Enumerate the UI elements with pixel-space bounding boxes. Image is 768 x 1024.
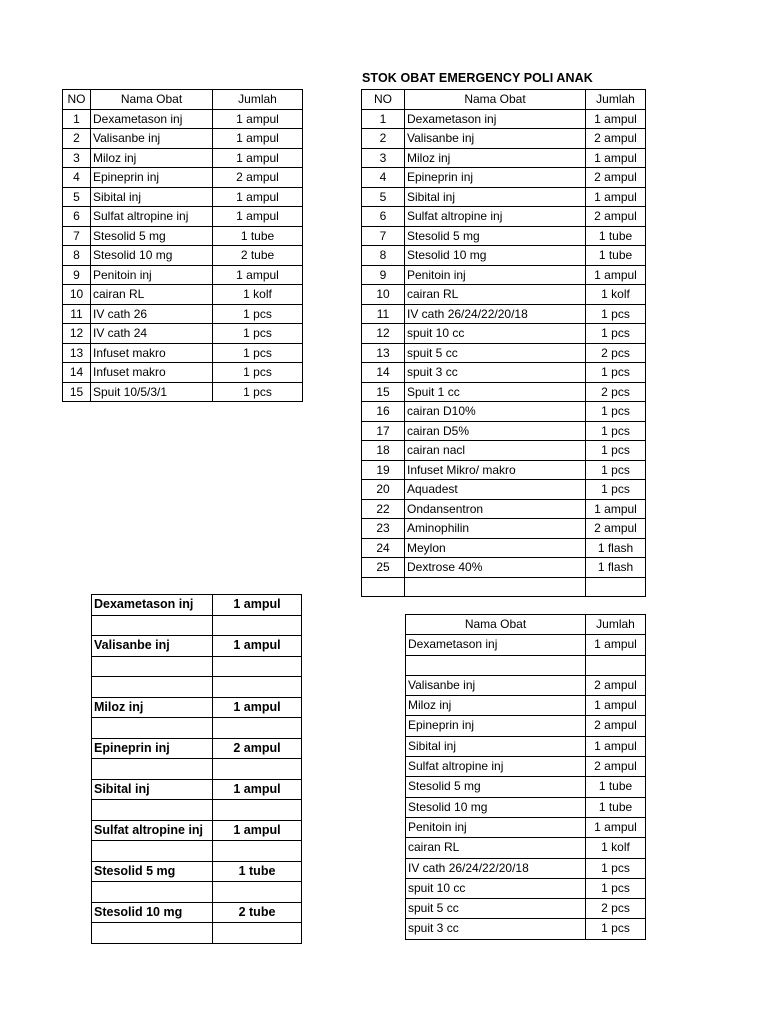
- table-row: [92, 636, 302, 657]
- table-row: [92, 779, 302, 800]
- cell-nama-obat: [92, 656, 213, 677]
- cell-nama-obat: Stesolid 5 mg: [406, 777, 586, 797]
- table-row: [362, 285, 646, 305]
- cell-no: 3: [63, 148, 91, 168]
- cell-jumlah: 1 ampul: [213, 636, 302, 657]
- table-row: [362, 558, 646, 578]
- cell-jumlah: 1 ampul: [213, 129, 303, 149]
- stock-table-right: [361, 89, 646, 597]
- table-row: [362, 109, 646, 129]
- header-jumlah: Jumlah: [213, 90, 303, 110]
- table-row: [406, 696, 646, 716]
- cell-nama-obat: IV cath 26/24/22/20/18: [406, 858, 586, 878]
- cell-jumlah: 2 pcs: [586, 382, 646, 402]
- cell-nama-obat: [92, 759, 213, 780]
- cell-nama-obat: Penitoin inj: [406, 817, 586, 837]
- cell-jumlah: 2 ampul: [586, 129, 646, 149]
- cell-jumlah: 1 flash: [586, 538, 646, 558]
- cell-nama-obat: [92, 841, 213, 862]
- cell-no: 1: [63, 109, 91, 129]
- table-row: [92, 595, 302, 616]
- cell-nama-obat: spuit 5 cc: [406, 899, 586, 919]
- cell-nama-obat: Dexametason inj: [91, 109, 213, 129]
- table-row: [362, 499, 646, 519]
- cell-nama-obat: cairan RL: [405, 285, 586, 305]
- table-row: [92, 697, 302, 718]
- cell-no: 5: [63, 187, 91, 207]
- table-row: [362, 441, 646, 461]
- cell-nama-obat: cairan nacl: [405, 441, 586, 461]
- header-jumlah: Jumlah: [586, 90, 646, 110]
- cell-no: 19: [362, 460, 405, 480]
- table-row: [92, 738, 302, 759]
- cell-no: 9: [362, 265, 405, 285]
- document-title: STOK OBAT EMERGENCY POLI ANAK: [362, 71, 593, 85]
- cell-jumlah: 1 ampul: [586, 736, 646, 756]
- cell-no: 6: [362, 207, 405, 227]
- header-jumlah: Jumlah: [586, 615, 646, 635]
- table-row: [92, 759, 302, 780]
- cell-nama-obat: [92, 800, 213, 821]
- table-row: [362, 480, 646, 500]
- cell-jumlah: 1 tube: [213, 861, 302, 882]
- cell-jumlah: 2 ampul: [213, 168, 303, 188]
- cell-jumlah: 2 pcs: [586, 899, 646, 919]
- cell-jumlah: 1 kolf: [586, 838, 646, 858]
- table-row: [92, 800, 302, 821]
- cell-no: 17: [362, 421, 405, 441]
- table-row: [406, 777, 646, 797]
- table-row: [362, 460, 646, 480]
- table-row: [63, 148, 303, 168]
- cell-jumlah: [213, 677, 302, 698]
- table-row: [406, 797, 646, 817]
- cell-nama-obat: Meylon: [405, 538, 586, 558]
- cell-jumlah: 1 flash: [586, 558, 646, 578]
- cell-nama-obat: Spuit 1 cc: [405, 382, 586, 402]
- cell-jumlah: 2 ampul: [586, 519, 646, 539]
- table-row: [92, 861, 302, 882]
- cell-nama-obat: cairan RL: [91, 285, 213, 305]
- cell-jumlah: 2 ampul: [213, 738, 302, 759]
- cell-nama-obat: Sulfat altropine inj: [406, 757, 586, 777]
- table-row: [92, 656, 302, 677]
- cell-nama-obat: Dexametason inj: [406, 635, 586, 655]
- table-row: [362, 226, 646, 246]
- table-row: [92, 677, 302, 698]
- table-row: [63, 363, 303, 383]
- table-row: [92, 718, 302, 739]
- table-row: [406, 919, 646, 939]
- cell-nama-obat: Infuset makro: [91, 363, 213, 383]
- table-row: [92, 923, 302, 944]
- cell-no: 7: [63, 226, 91, 246]
- cell-nama-obat: [405, 577, 586, 597]
- table-row: [63, 226, 303, 246]
- cell-jumlah: 1 pcs: [213, 304, 303, 324]
- table-row: [406, 817, 646, 837]
- cell-nama-obat: [92, 718, 213, 739]
- cell-nama-obat: cairan D5%: [405, 421, 586, 441]
- cell-jumlah: 1 ampul: [586, 696, 646, 716]
- cell-nama-obat: Valisanbe inj: [91, 129, 213, 149]
- cell-nama-obat: cairan RL: [406, 838, 586, 858]
- cell-jumlah: 1 pcs: [586, 460, 646, 480]
- cell-nama-obat: Miloz inj: [91, 148, 213, 168]
- table-row: [406, 655, 646, 675]
- cell-jumlah: 2 ampul: [586, 168, 646, 188]
- cell-nama-obat: spuit 5 cc: [405, 343, 586, 363]
- cell-nama-obat: Spuit 10/5/3/1: [91, 382, 213, 402]
- table-row: [406, 858, 646, 878]
- table-row: [63, 187, 303, 207]
- cell-jumlah: [213, 656, 302, 677]
- cell-no: 18: [362, 441, 405, 461]
- cell-jumlah: 1 ampul: [213, 109, 303, 129]
- cell-jumlah: 1 ampul: [586, 499, 646, 519]
- cell-nama-obat: Penitoin inj: [91, 265, 213, 285]
- table-row: [63, 129, 303, 149]
- table-row: [406, 635, 646, 655]
- cell-no: 3: [362, 148, 405, 168]
- cell-nama-obat: Epineprin inj: [92, 738, 213, 759]
- cell-nama-obat: Miloz inj: [92, 697, 213, 718]
- cell-jumlah: 1 pcs: [586, 919, 646, 939]
- cell-no: 11: [63, 304, 91, 324]
- table-row: [362, 577, 646, 597]
- cell-nama-obat: Valisanbe inj: [405, 129, 586, 149]
- cell-nama-obat: Ondansentron: [405, 499, 586, 519]
- table-row: [362, 168, 646, 188]
- cell-no: 2: [362, 129, 405, 149]
- cell-jumlah: [213, 882, 302, 903]
- cell-nama-obat: Stesolid 5 mg: [92, 861, 213, 882]
- cell-nama-obat: Stesolid 10 mg: [405, 246, 586, 266]
- cell-no: 2: [63, 129, 91, 149]
- table-row: [362, 246, 646, 266]
- cell-jumlah: 1 pcs: [586, 363, 646, 383]
- table-row: [406, 899, 646, 919]
- cell-nama-obat: Stesolid 10 mg: [406, 797, 586, 817]
- cell-nama-obat: Infuset Mikro/ makro: [405, 460, 586, 480]
- table-row: [92, 882, 302, 903]
- table-row: [362, 538, 646, 558]
- cell-no: 15: [63, 382, 91, 402]
- cell-nama-obat: Aquadest: [405, 480, 586, 500]
- table-row: [92, 615, 302, 636]
- cell-jumlah: 1 tube: [586, 777, 646, 797]
- cell-jumlah: 1 pcs: [586, 324, 646, 344]
- header-nama-obat: Nama Obat: [91, 90, 213, 110]
- cell-nama-obat: [406, 655, 586, 675]
- table-row: [362, 304, 646, 324]
- cell-no: 5: [362, 187, 405, 207]
- cell-nama-obat: Dexametason inj: [405, 109, 586, 129]
- cell-no: 25: [362, 558, 405, 578]
- cell-jumlah: 1 pcs: [586, 441, 646, 461]
- table-row: [63, 246, 303, 266]
- table-row: [92, 820, 302, 841]
- table-row: [362, 402, 646, 422]
- cell-jumlah: 1 tube: [586, 246, 646, 266]
- cell-no: 6: [63, 207, 91, 227]
- cell-nama-obat: IV cath 26/24/22/20/18: [405, 304, 586, 324]
- cell-jumlah: [213, 841, 302, 862]
- cell-nama-obat: Sibital inj: [406, 736, 586, 756]
- cell-nama-obat: IV cath 24: [91, 324, 213, 344]
- table-header-row: [63, 90, 303, 110]
- table-row: [362, 129, 646, 149]
- cell-jumlah: [213, 718, 302, 739]
- cell-jumlah: 1 ampul: [213, 779, 302, 800]
- cell-jumlah: 2 ampul: [586, 675, 646, 695]
- cell-no: 10: [63, 285, 91, 305]
- cell-nama-obat: spuit 3 cc: [406, 919, 586, 939]
- cell-nama-obat: Sibital inj: [405, 187, 586, 207]
- cell-jumlah: [213, 615, 302, 636]
- cell-jumlah: 1 pcs: [586, 878, 646, 898]
- cell-jumlah: 1 pcs: [586, 858, 646, 878]
- table-row: [362, 343, 646, 363]
- cell-nama-obat: Stesolid 5 mg: [91, 226, 213, 246]
- cell-no: 14: [63, 363, 91, 383]
- cell-jumlah: 1 ampul: [586, 109, 646, 129]
- cell-no: 12: [362, 324, 405, 344]
- table-row: [92, 902, 302, 923]
- cell-nama-obat: Epineprin inj: [405, 168, 586, 188]
- cell-nama-obat: [92, 677, 213, 698]
- cell-jumlah: 1 ampul: [213, 148, 303, 168]
- cell-jumlah: 1 ampul: [586, 635, 646, 655]
- cell-jumlah: 1 ampul: [586, 148, 646, 168]
- table-row: [362, 148, 646, 168]
- cell-nama-obat: Valisanbe inj: [92, 636, 213, 657]
- cell-no: 7: [362, 226, 405, 246]
- cell-no: 20: [362, 480, 405, 500]
- cell-nama-obat: Sulfat altropine inj: [92, 820, 213, 841]
- cell-nama-obat: Penitoin inj: [405, 265, 586, 285]
- table-row: [362, 265, 646, 285]
- table-row: [362, 207, 646, 227]
- table-header-row: [406, 615, 646, 635]
- cell-nama-obat: Sibital inj: [91, 187, 213, 207]
- cell-nama-obat: [92, 882, 213, 903]
- cell-jumlah: 2 ampul: [586, 716, 646, 736]
- cell-jumlah: 1 tube: [213, 226, 303, 246]
- cell-jumlah: 2 tube: [213, 902, 302, 923]
- cell-jumlah: 1 pcs: [213, 343, 303, 363]
- cell-jumlah: 1 ampul: [213, 595, 302, 616]
- cell-jumlah: [213, 923, 302, 944]
- cell-no: 8: [63, 246, 91, 266]
- table-row: [406, 716, 646, 736]
- cell-jumlah: 1 pcs: [213, 324, 303, 344]
- cell-no: 8: [362, 246, 405, 266]
- cell-jumlah: 1 pcs: [213, 382, 303, 402]
- table-row: [63, 265, 303, 285]
- cell-nama-obat: cairan D10%: [405, 402, 586, 422]
- cell-no: 15: [362, 382, 405, 402]
- cell-nama-obat: spuit 10 cc: [406, 878, 586, 898]
- cell-no: 22: [362, 499, 405, 519]
- cell-jumlah: 1 ampul: [213, 207, 303, 227]
- cell-jumlah: 1 ampul: [213, 187, 303, 207]
- cell-nama-obat: Stesolid 5 mg: [405, 226, 586, 246]
- cell-jumlah: 1 kolf: [586, 285, 646, 305]
- table-row: [92, 841, 302, 862]
- cell-nama-obat: Epineprin inj: [91, 168, 213, 188]
- cell-jumlah: 2 ampul: [586, 207, 646, 227]
- cell-jumlah: 1 pcs: [586, 402, 646, 422]
- cell-no: 1: [362, 109, 405, 129]
- stock-table-left: [62, 89, 303, 402]
- cell-no: 9: [63, 265, 91, 285]
- table-row: [63, 168, 303, 188]
- cell-nama-obat: [92, 615, 213, 636]
- table-row: [63, 324, 303, 344]
- cell-jumlah: 1 ampul: [213, 697, 302, 718]
- table-row: [406, 757, 646, 777]
- cell-nama-obat: Sibital inj: [92, 779, 213, 800]
- cell-jumlah: 1 pcs: [586, 421, 646, 441]
- cell-jumlah: 1 ampul: [586, 265, 646, 285]
- table-row: [362, 324, 646, 344]
- cell-no: 12: [63, 324, 91, 344]
- header-no: NO: [362, 90, 405, 110]
- table-row: [63, 343, 303, 363]
- cell-nama-obat: [92, 923, 213, 944]
- cell-jumlah: [213, 800, 302, 821]
- table-row: [406, 736, 646, 756]
- cell-jumlah: 1 tube: [586, 797, 646, 817]
- cell-no: 23: [362, 519, 405, 539]
- cell-jumlah: 1 pcs: [213, 363, 303, 383]
- table-row: [362, 519, 646, 539]
- cell-nama-obat: Aminophilin: [405, 519, 586, 539]
- table-row: [406, 878, 646, 898]
- table-row: [63, 109, 303, 129]
- cell-nama-obat: Stesolid 10 mg: [91, 246, 213, 266]
- table-row: [406, 675, 646, 695]
- cell-no: 14: [362, 363, 405, 383]
- cell-nama-obat: Miloz inj: [405, 148, 586, 168]
- cell-no: 4: [362, 168, 405, 188]
- cell-nama-obat: Sulfat altropine inj: [91, 207, 213, 227]
- cell-jumlah: 1 ampul: [213, 265, 303, 285]
- header-nama-obat: Nama Obat: [406, 615, 586, 635]
- cell-nama-obat: spuit 3 cc: [405, 363, 586, 383]
- cell-nama-obat: Sulfat altropine inj: [405, 207, 586, 227]
- cell-no: 13: [362, 343, 405, 363]
- cell-nama-obat: Valisanbe inj: [406, 675, 586, 695]
- header-nama-obat: Nama Obat: [405, 90, 586, 110]
- cell-nama-obat: spuit 10 cc: [405, 324, 586, 344]
- cell-jumlah: [586, 577, 646, 597]
- cell-nama-obat: Dexametason inj: [92, 595, 213, 616]
- cell-nama-obat: IV cath 26: [91, 304, 213, 324]
- header-no: NO: [63, 90, 91, 110]
- table-row: [362, 187, 646, 207]
- cell-jumlah: 1 pcs: [586, 304, 646, 324]
- cell-jumlah: 1 ampul: [586, 817, 646, 837]
- cell-no: 24: [362, 538, 405, 558]
- cell-jumlah: 2 pcs: [586, 343, 646, 363]
- cell-nama-obat: Infuset makro: [91, 343, 213, 363]
- cell-nama-obat: Stesolid 10 mg: [92, 902, 213, 923]
- cell-jumlah: 2 tube: [213, 246, 303, 266]
- cell-jumlah: [586, 655, 646, 675]
- cell-jumlah: 2 ampul: [586, 757, 646, 777]
- cell-jumlah: [213, 759, 302, 780]
- cell-no: 16: [362, 402, 405, 422]
- cell-jumlah: 1 kolf: [213, 285, 303, 305]
- table-row: [362, 421, 646, 441]
- table-row: [63, 207, 303, 227]
- table-row: [63, 285, 303, 305]
- table-row: [362, 382, 646, 402]
- cell-nama-obat: Miloz inj: [406, 696, 586, 716]
- cell-nama-obat: Dextrose 40%: [405, 558, 586, 578]
- cell-jumlah: 1 pcs: [586, 480, 646, 500]
- cell-no: 4: [63, 168, 91, 188]
- table-row: [63, 382, 303, 402]
- cell-nama-obat: Epineprin inj: [406, 716, 586, 736]
- stock-table-bottom-right: [405, 614, 646, 940]
- cell-no: [362, 577, 405, 597]
- table-row: [362, 363, 646, 383]
- cell-no: 13: [63, 343, 91, 363]
- cell-jumlah: 1 tube: [586, 226, 646, 246]
- cell-no: 10: [362, 285, 405, 305]
- table-row: [406, 838, 646, 858]
- table-header-row: [362, 90, 646, 110]
- cell-jumlah: 1 ampul: [213, 820, 302, 841]
- table-row: [63, 304, 303, 324]
- stock-table-bottom-left: [91, 594, 302, 944]
- cell-jumlah: 1 ampul: [586, 187, 646, 207]
- cell-no: 11: [362, 304, 405, 324]
